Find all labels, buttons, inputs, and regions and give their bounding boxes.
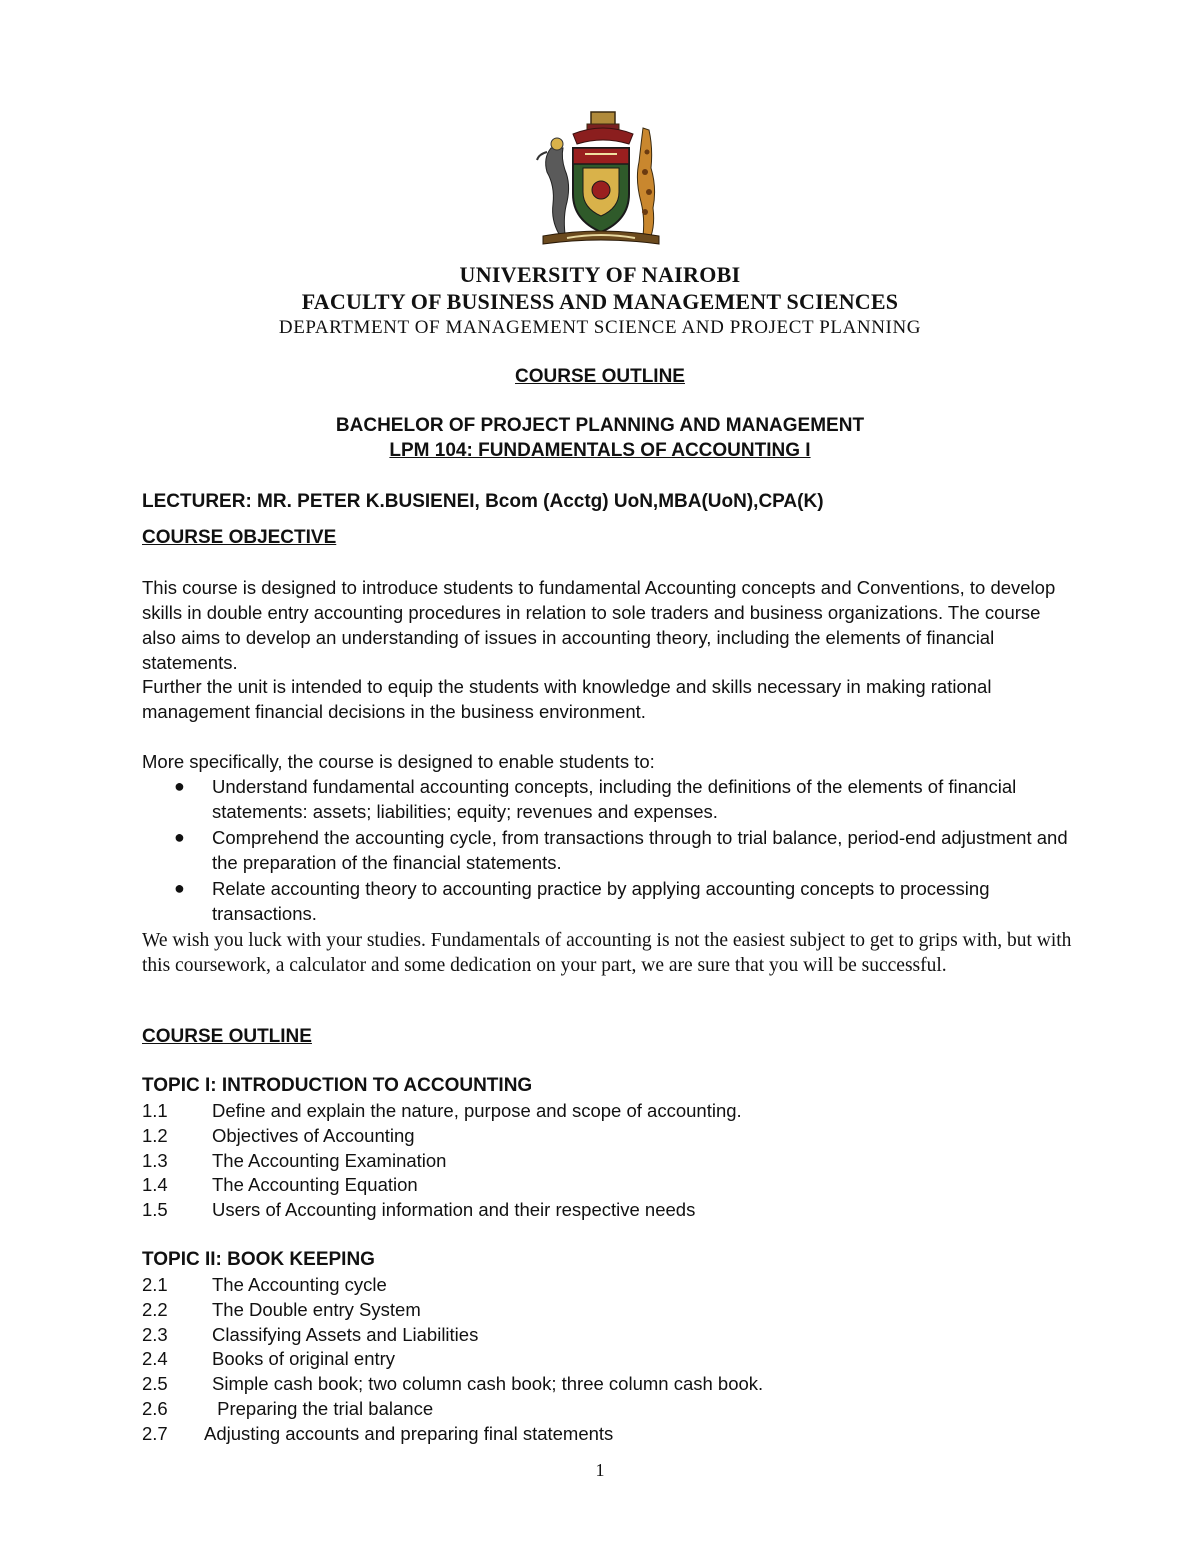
topic-list — [142, 1099, 742, 1223]
bullet-text: Relate accounting theory to accounting practice by applying accounting concepts to processing transactions. — [212, 878, 990, 924]
item-number: 2.2 — [142, 1298, 168, 1320]
item-text: Preparing the trial balance — [212, 1397, 434, 1419]
list-item — [142, 1149, 742, 1174]
list-item — [142, 1298, 763, 1323]
list-item — [142, 1124, 742, 1149]
item-text: Books of original entry — [212, 1348, 396, 1370]
objective-bullet-list — [142, 774, 1072, 927]
item-text: Define and explain the nature, purpose and scope of accounting. — [212, 1100, 742, 1121]
item-number: 2.1 — [142, 1274, 168, 1295]
programme-title: BACHELOR OF PROJECT PLANNING AND MANAGEMENT — [335, 415, 865, 436]
university-crest-icon — [533, 108, 669, 248]
bullet-text: Understand fundamental accounting concepts, including the definitions of the elements of financial statements: assets; liabilities; equity; revenues and expenses. — [212, 776, 1017, 822]
item-text: The Accounting Equation — [212, 1174, 418, 1196]
list-item — [142, 774, 1072, 824]
item-number: 1.2 — [142, 1124, 168, 1146]
item-text: The Accounting cycle — [212, 1274, 387, 1295]
item-text: Users of Accounting information and their respective needs — [212, 1199, 696, 1221]
item-number: 2.6 — [142, 1397, 168, 1419]
item-number: 2.5 — [142, 1373, 168, 1395]
page-number: 1 — [595, 1460, 605, 1480]
item-text: Objectives of Accounting — [212, 1124, 415, 1146]
department-name: DEPARTMENT OF MANAGEMENT SCIENCE AND PROJECT PLANNING — [278, 317, 922, 338]
topic-heading: TOPIC II: BOOK KEEPING — [142, 1249, 375, 1270]
list-item — [142, 1173, 742, 1198]
course-code-title: LPM 104: FUNDAMENTALS OF ACCOUNTING I — [389, 440, 811, 461]
list-item — [142, 1372, 763, 1397]
list-item — [142, 876, 1072, 926]
item-text: Adjusting accounts and preparing final statements — [204, 1422, 614, 1444]
item-number: 1.3 — [142, 1149, 168, 1171]
list-item — [142, 1198, 742, 1223]
bullet-icon: ● — [174, 878, 185, 898]
list-item — [142, 1397, 763, 1422]
topic-list — [142, 1273, 763, 1447]
bullet-icon: ● — [174, 827, 185, 847]
list-item — [142, 1099, 742, 1124]
item-number: 1.4 — [142, 1174, 168, 1196]
item-number: 2.4 — [142, 1348, 168, 1370]
item-number: 2.3 — [142, 1323, 168, 1345]
list-item — [142, 1273, 763, 1298]
lecturer-line: LECTURER: MR. PETER K.BUSIENEI, Bcom (Acctg) UoN,MBA(UoN),CPA(K) — [142, 491, 824, 512]
list-item — [142, 1347, 763, 1372]
item-text: Classifying Assets and Liabilities — [212, 1323, 479, 1345]
objective-paragraph: Further the unit is intended to equip the students with knowledge and skills necessary in making rational management financial decisions in the business environment. — [142, 676, 992, 722]
bullet-text: Comprehend the accounting cycle, from transactions through to trial balance, period-end adjustment and the preparation of the financial statements. — [212, 827, 1068, 873]
objective-paragraph: This course is designed to introduce students to fundamental Accounting concepts and Conventions, to develop skills in double entry accounting procedures in relation to sole traders and business organizations. The course also aims to develop an understanding of issues in accounting theory, including the elements of financial statements. — [142, 577, 1056, 673]
item-text: Simple cash book; two column cash book; three column cash book. — [212, 1373, 764, 1395]
course-outline-title: COURSE OUTLINE — [515, 366, 685, 387]
item-number: 1.5 — [142, 1199, 168, 1221]
objective-paragraph: More specifically, the course is designed to enable students to: — [142, 751, 655, 772]
faculty-name: FACULTY OF BUSINESS AND MANAGEMENT SCIENCES — [301, 289, 899, 314]
list-item — [142, 825, 1072, 875]
university-name: UNIVERSITY OF NAIROBI — [459, 262, 741, 287]
list-item — [142, 1422, 763, 1447]
item-text: The Double entry System — [212, 1298, 421, 1320]
closing-wish-paragraph: We wish you luck with your studies. Fundamentals of accounting is not the easiest subject to get to grips with, but with this coursework, a calculator and some dedication on your part, we are sure that you will be successful. — [142, 930, 1072, 976]
list-item — [142, 1323, 763, 1348]
course-objective-heading: COURSE OBJECTIVE — [142, 527, 337, 548]
item-number: 1.1 — [142, 1100, 168, 1121]
item-number: 2.7 — [142, 1422, 168, 1444]
item-text: The Accounting Examination — [212, 1149, 447, 1171]
bullet-icon: ● — [174, 776, 185, 796]
course-outline-heading: COURSE OUTLINE — [142, 1026, 312, 1047]
topic-heading: TOPIC I: INTRODUCTION TO ACCOUNTING — [142, 1075, 533, 1096]
